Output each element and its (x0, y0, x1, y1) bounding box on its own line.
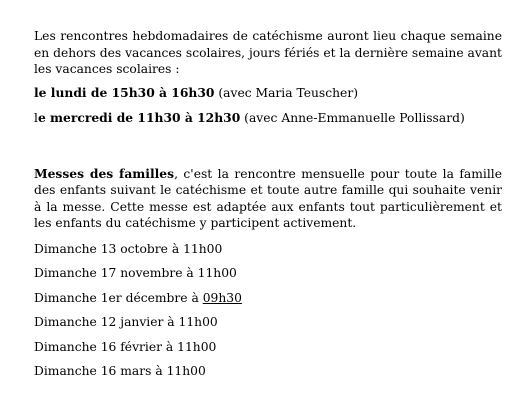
mass-date-item (34, 290, 502, 307)
mass-date-item (34, 339, 502, 356)
mass-dates-list (34, 241, 502, 380)
mass-date-item (34, 363, 502, 380)
mass-date-item (34, 314, 502, 331)
mass-date-item (34, 265, 502, 282)
schedule-wednesday-prefix: l (34, 111, 38, 125)
mass-date-item (34, 241, 502, 258)
document-body (34, 28, 502, 388)
families-text: , c'est la rencontre mensuelle pour toute la famille des enfants suivant le catéchisme et toute autre famille qui souhaite venir à la messe. Cette messe est adaptée aux enfants tout particulièrement et les enfants du catéchisme y participent activement. (34, 166, 502, 230)
families-paragraph (34, 166, 502, 232)
mass-date-text: Dimanche 13 octobre à 11h00 (34, 241, 223, 256)
families-title: Messes des familles (34, 165, 175, 181)
schedule-monday-time: le lundi de 15h30 à 16h30 (34, 84, 215, 100)
mass-date-text: Dimanche 17 novembre à 11h00 (34, 266, 237, 280)
mass-date-text: Dimanche 12 janvier à 11h00 (34, 315, 218, 329)
schedule-wednesday (34, 110, 502, 127)
schedule-wednesday-time: e mercredi de 11h30 à 12h30 (37, 110, 241, 125)
mass-date-text: Dimanche 16 février à 11h00 (34, 339, 217, 354)
intro-paragraph: Les rencontres hebdomadaires de catéchisme auront lieu chaque semaine en dehors des vacances scolaires, jours fériés et la dernière semaine avant les vacances scolaires : (34, 29, 502, 76)
schedule-wednesday-host: (avec Anne-Emmanuelle Pollissard) (240, 111, 465, 125)
schedule-monday (34, 85, 502, 102)
schedule-monday-host: (avec Maria Teuscher) (214, 85, 358, 100)
mass-date-time: 09h30 (202, 290, 242, 305)
mass-date-text: Dimanche 1er décembre à (34, 290, 203, 305)
mass-date-text: Dimanche 16 mars à 11h00 (34, 364, 206, 378)
